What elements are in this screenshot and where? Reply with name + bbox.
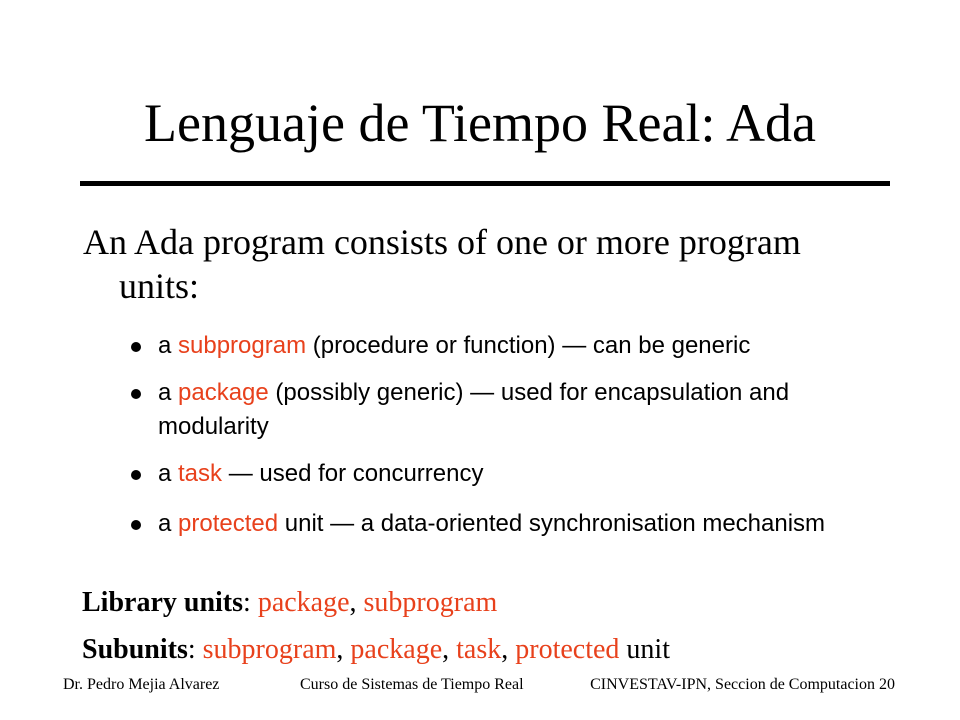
bullet-term: subprogram bbox=[178, 332, 307, 359]
library-separator: , bbox=[349, 587, 364, 618]
bullet-subprogram bbox=[158, 329, 888, 363]
bullet-article: a bbox=[158, 379, 179, 406]
bullet-rest: unit — a data-oriented synchronisation mechanism bbox=[278, 510, 826, 537]
bullet-dot-icon bbox=[131, 389, 141, 399]
title-underline bbox=[80, 181, 890, 186]
intro-text: An Ada program consists of one or more program units: bbox=[83, 222, 801, 306]
bullet-article: a bbox=[158, 332, 179, 359]
bullet-term: package bbox=[178, 379, 269, 406]
library-units-label: Library units bbox=[82, 587, 244, 618]
bullet-dot-icon bbox=[131, 470, 141, 480]
footer-course: Curso de Sistemas de Tiempo Real bbox=[300, 676, 524, 693]
bullet-rest: — used for concurrency bbox=[222, 460, 484, 487]
bullet-task bbox=[158, 457, 888, 491]
subunits-separator: , bbox=[501, 634, 516, 665]
subunit-item: package bbox=[350, 634, 443, 665]
bullet-article: a bbox=[158, 510, 179, 537]
library-units-line bbox=[82, 585, 497, 621]
subunits-label: Subunits bbox=[82, 634, 188, 665]
subunits-colon: : bbox=[187, 634, 203, 665]
bullet-protected bbox=[158, 507, 888, 541]
footer-author: Dr. Pedro Mejia Alvarez bbox=[63, 676, 220, 693]
bullet-term: protected bbox=[178, 510, 279, 537]
subunit-item: protected bbox=[515, 634, 620, 665]
library-item: subprogram bbox=[363, 587, 498, 618]
bullet-rest: (procedure or function) — can be generic bbox=[306, 332, 751, 359]
bullet-term: task bbox=[178, 460, 223, 487]
bullet-rest: (possibly generic) — used for encapsulation and modularity bbox=[158, 379, 790, 440]
bullet-dot-icon bbox=[131, 342, 141, 352]
subunits-separator: , bbox=[336, 634, 351, 665]
bullet-dot-icon bbox=[131, 520, 141, 530]
subunits-tail: unit bbox=[619, 634, 670, 665]
slide-title: Lenguaje de Tiempo Real: Ada bbox=[144, 93, 816, 153]
subunit-item: task bbox=[456, 634, 502, 665]
bullet-article: a bbox=[158, 460, 179, 487]
footer-institution-page: CINVESTAV-IPN, Seccion de Computacion 20 bbox=[590, 676, 895, 693]
bullet-package bbox=[158, 376, 888, 444]
library-colon: : bbox=[243, 587, 258, 618]
library-item: package bbox=[257, 587, 350, 618]
subunit-item: subprogram bbox=[202, 634, 337, 665]
subunits-line bbox=[82, 632, 670, 668]
subunits-separator: , bbox=[442, 634, 457, 665]
